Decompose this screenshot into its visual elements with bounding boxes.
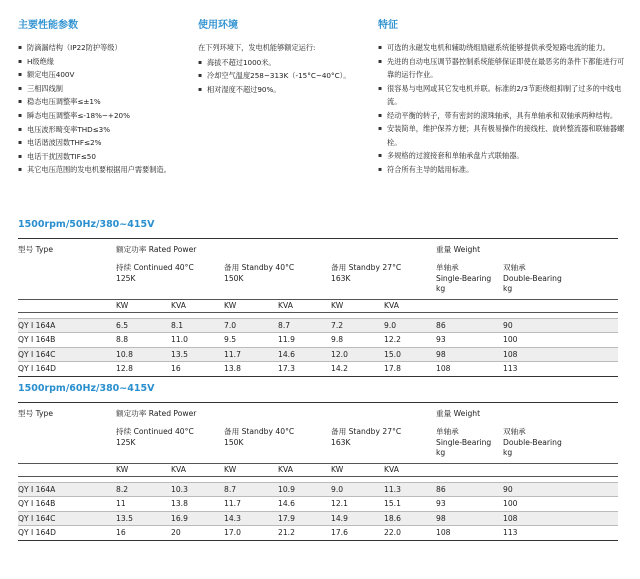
value-cell: 113: [503, 362, 618, 376]
continuous-header: 持续 Continued 40°C: [116, 427, 194, 436]
standby27-k: 163K: [331, 273, 351, 283]
value-cell: 90: [503, 319, 618, 333]
list-item: ▪ 瞬态电压调整率≤-18%~+20%: [18, 109, 198, 123]
model-header: 型号 Type: [18, 245, 54, 254]
value-cell: 86: [436, 319, 503, 333]
kw-unit: KW: [116, 301, 129, 310]
table-row: [18, 526, 618, 540]
table-row: [18, 347, 618, 361]
single-bearing-unit: kg: [436, 448, 446, 457]
list-item: ▪ 安装简单，维护保养方便；具有极易操作的接线柱、旋转整流器和联轴器螺栓。: [378, 122, 628, 149]
model-cell: QY Ⅰ 164B: [18, 497, 116, 511]
value-cell: 14.9: [331, 511, 384, 525]
list-item: ▪ 可选的永磁发电机和辅助绕组励磁系统能够提供承受短路电流的能力。: [378, 41, 628, 55]
value-cell: 9.0: [384, 319, 436, 333]
standby40-header: 备用 Standby 40°C: [224, 427, 295, 436]
list-item: ▪ 电压波形畸变率THD≤3%: [18, 123, 198, 137]
characteristics-section: [378, 10, 628, 176]
kva-unit: KVA: [384, 301, 399, 310]
kw-unit: KW: [116, 465, 129, 474]
double-bearing-en: Double-Bearing: [503, 273, 562, 283]
model-cell: QY Ⅰ 164A: [18, 319, 116, 333]
spec-table-50hz: [18, 238, 618, 377]
value-cell: 14.2: [331, 362, 384, 376]
value-cell: 108: [436, 526, 503, 540]
weight-header: 重量 Weight: [436, 245, 481, 254]
list-item: ▪ 冷却空气温度258~313K（-15°C~40°C）。: [198, 69, 378, 83]
list-item: ▪ 多规格的过渡接套和单轴承盘片式联轴器。: [378, 149, 628, 163]
value-cell: 14.6: [278, 347, 331, 361]
value-cell: 13.5: [116, 511, 171, 525]
kva-unit: KVA: [384, 465, 399, 474]
list-item: ▪ 额定电压400V: [18, 68, 198, 82]
environment-title: 使用环境: [198, 20, 238, 31]
value-cell: 13.8: [224, 362, 278, 376]
single-bearing-cn: 单轴承: [436, 427, 459, 436]
value-cell: 93: [436, 497, 503, 511]
value-cell: 10.9: [278, 483, 331, 497]
list-item: ▪ 防滴漏结构（IP22防护等级）: [18, 41, 198, 55]
value-cell: 11.0: [171, 333, 224, 347]
list-item: ▪ 稳态电压调整率≤±1%: [18, 95, 198, 109]
single-bearing-en: Single-Bearing: [436, 437, 492, 447]
value-cell: 8.7: [224, 483, 278, 497]
value-cell: 10.3: [171, 483, 224, 497]
value-cell: 113: [503, 526, 618, 540]
kva-unit: KVA: [171, 465, 186, 474]
value-cell: 100: [503, 497, 618, 511]
kva-unit: KVA: [278, 301, 293, 310]
single-bearing-cn: 单轴承: [436, 263, 459, 272]
value-cell: 12.8: [116, 362, 171, 376]
value-cell: 14.6: [278, 497, 331, 511]
value-cell: 9.0: [331, 483, 384, 497]
double-bearing-cn: 双轴承: [503, 263, 526, 272]
value-cell: 12.0: [331, 347, 384, 361]
value-cell: 20: [171, 526, 224, 540]
model-cell: QY Ⅰ 164A: [18, 483, 116, 497]
standby40-k: 150K: [224, 273, 244, 283]
value-cell: 11.3: [384, 483, 436, 497]
performance-list: [18, 41, 198, 177]
table-row: [18, 362, 618, 376]
value-cell: 93: [436, 333, 503, 347]
continuous-k: 125K: [116, 273, 136, 283]
kw-unit: KW: [331, 465, 344, 474]
value-cell: 108: [503, 511, 618, 525]
value-cell: 13.5: [171, 347, 224, 361]
value-cell: 9.8: [331, 333, 384, 347]
table-row: [18, 333, 618, 347]
value-cell: 12.2: [384, 333, 436, 347]
model-cell: QY Ⅰ 164C: [18, 511, 116, 525]
continuous-k: 125K: [116, 437, 136, 447]
value-cell: 6.5: [116, 319, 171, 333]
rated-power-header: 额定功率 Rated Power: [116, 409, 197, 418]
value-cell: 13.8: [171, 497, 224, 511]
value-cell: 9.5: [224, 333, 278, 347]
table-60hz-title: 1500rpm/60Hz/380~415V: [18, 383, 155, 394]
weight-header: 重量 Weight: [436, 409, 481, 418]
value-cell: 8.2: [116, 483, 171, 497]
value-cell: 7.2: [331, 319, 384, 333]
value-cell: 16: [171, 362, 224, 376]
value-cell: 11: [116, 497, 171, 511]
value-cell: 16: [116, 526, 171, 540]
value-cell: 15.0: [384, 347, 436, 361]
rated-power-header: 额定功率 Rated Power: [116, 245, 197, 254]
value-cell: 10.8: [116, 347, 171, 361]
spec-table-60hz: [18, 402, 618, 541]
standby27-header: 备用 Standby 27°C: [331, 427, 402, 436]
value-cell: 11.7: [224, 347, 278, 361]
list-item: ▪ 先进的自动电压调节器控制系统能够保证即使在最恶劣的条件下都能进行可靠的运行作业。: [378, 55, 628, 82]
environment-intro: 在下列环境下，发电机能够额定运行:: [198, 43, 316, 52]
standby27-k: 163K: [331, 437, 351, 447]
value-cell: 8.1: [171, 319, 224, 333]
value-cell: 86: [436, 483, 503, 497]
model-cell: QY Ⅰ 164B: [18, 333, 116, 347]
value-cell: 8.7: [278, 319, 331, 333]
standby40-header: 备用 Standby 40°C: [224, 263, 295, 272]
list-item: ▪ 电话谐波因数THF≤2%: [18, 136, 198, 150]
double-bearing-cn: 双轴承: [503, 427, 526, 436]
table-row: [18, 497, 618, 511]
value-cell: 108: [436, 362, 503, 376]
double-bearing-unit: kg: [503, 284, 513, 293]
value-cell: 108: [503, 347, 618, 361]
value-cell: 98: [436, 347, 503, 361]
value-cell: 12.1: [331, 497, 384, 511]
characteristics-title: 特征: [378, 20, 398, 31]
single-bearing-unit: kg: [436, 284, 446, 293]
double-bearing-en: Double-Bearing: [503, 437, 562, 447]
value-cell: 22.0: [384, 526, 436, 540]
list-item: ▪ 符合所有主导的陆用标准。: [378, 163, 628, 177]
value-cell: 11.7: [224, 497, 278, 511]
value-cell: 17.6: [331, 526, 384, 540]
value-cell: 18.6: [384, 511, 436, 525]
characteristics-list: [378, 41, 628, 176]
value-cell: 90: [503, 483, 618, 497]
value-cell: 100: [503, 333, 618, 347]
list-item: ▪ H级绝缘: [18, 55, 198, 69]
list-item: ▪ 相对湿度不超过90%。: [198, 83, 378, 97]
table-row: [18, 483, 618, 497]
table-row: [18, 319, 618, 333]
performance-section: [18, 10, 198, 177]
standby40-k: 150K: [224, 437, 244, 447]
model-cell: QY Ⅰ 164D: [18, 362, 116, 376]
value-cell: 98: [436, 511, 503, 525]
kw-unit: KW: [224, 465, 237, 474]
value-cell: 7.0: [224, 319, 278, 333]
single-bearing-en: Single-Bearing: [436, 273, 492, 283]
performance-title: 主要性能参数: [18, 20, 78, 31]
value-cell: 17.3: [278, 362, 331, 376]
continuous-header: 持续 Continued 40°C: [116, 263, 194, 272]
list-item: ▪ 经动平衡的转子，带有密封的滚珠轴承，具有单轴承和双轴承两种结构。: [378, 109, 628, 123]
kva-unit: KVA: [278, 465, 293, 474]
value-cell: 17.9: [278, 511, 331, 525]
model-header: 型号 Type: [18, 409, 54, 418]
value-cell: 14.3: [224, 511, 278, 525]
environment-section: [198, 10, 378, 96]
value-cell: 15.1: [384, 497, 436, 511]
value-cell: 17.8: [384, 362, 436, 376]
value-cell: 16.9: [171, 511, 224, 525]
value-cell: 21.2: [278, 526, 331, 540]
value-cell: 11.9: [278, 333, 331, 347]
standby27-header: 备用 Standby 27°C: [331, 263, 402, 272]
table-row: [18, 511, 618, 525]
list-item: ▪ 三相四线制: [18, 82, 198, 96]
value-cell: 17.0: [224, 526, 278, 540]
kw-unit: KW: [224, 301, 237, 310]
kw-unit: KW: [331, 301, 344, 310]
environment-list: [198, 56, 378, 97]
list-item: ▪ 海拔不超过1000米。: [198, 56, 378, 70]
table-50hz-title: 1500rpm/50Hz/380~415V: [18, 219, 155, 230]
list-item: ▪ 很容易与电网或其它发电机并联。标准的2/3节距绕组抑制了过多的中线电流。: [378, 82, 628, 109]
model-cell: QY Ⅰ 164D: [18, 526, 116, 540]
list-item: ▪ 电话干扰因数TIF≤50: [18, 150, 198, 164]
model-cell: QY Ⅰ 164C: [18, 347, 116, 361]
kva-unit: KVA: [171, 301, 186, 310]
value-cell: 8.8: [116, 333, 171, 347]
double-bearing-unit: kg: [503, 448, 513, 457]
list-item: ▪ 其它电压范围的发电机要根据用户需要制造。: [18, 163, 198, 177]
